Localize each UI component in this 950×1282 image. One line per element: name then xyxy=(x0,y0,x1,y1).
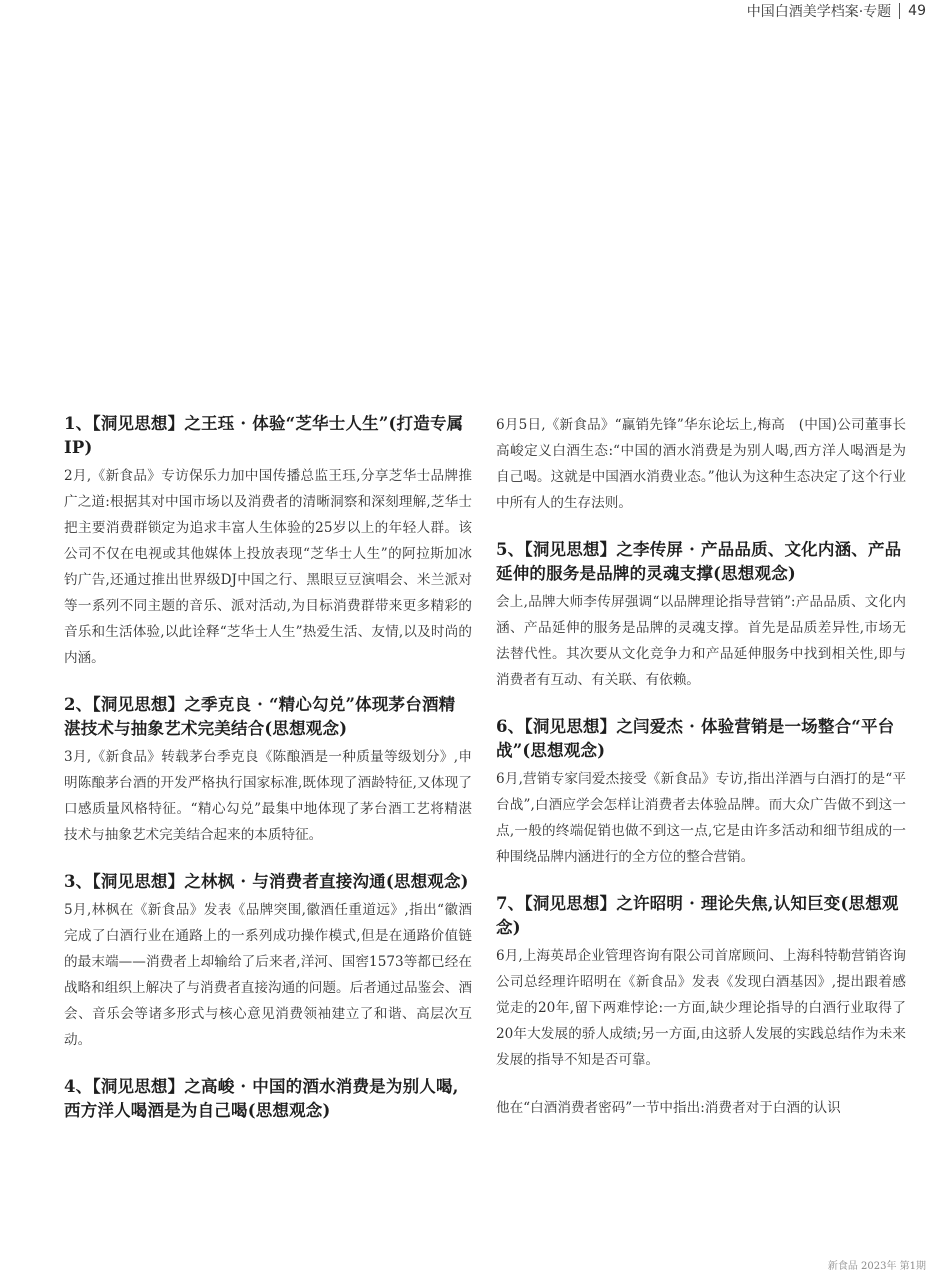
section-body: 6月,营销专家闫爱杰接受《新食品》专访,指出洋酒与白酒打的是“平台战”,白酒应学会怎样让消费者去体验品牌。而大众广告做不到这一点,一般的终端促销也做不到这一点,它是由许多活动和细节组成的一种围绕品牌内涵进行的全方位的整合营销。 xyxy=(496,771,906,865)
article-section xyxy=(496,412,906,516)
right-column xyxy=(496,412,906,1143)
section-heading: 6、【洞见思想】之闫爱杰 · 体验营销是一场整合“平台战”(思想观念) xyxy=(496,717,895,760)
header-title: 中国白酒美学档案·专题 xyxy=(746,4,892,20)
section-body: 他在“白酒消费者密码”一节中指出:消费者对于白酒的认识 xyxy=(496,1100,841,1116)
section-body: 3月,《新食品》转载茅台季克良《陈酿酒是一种质量等级划分》,申明陈酿茅台酒的开发严格执行国家标准,既体现了酒龄特征,又体现了口感质量风格特征。“精心勾兑”最集中地体现了茅台酒工艺将精湛技术与抽象艺术完美结合起来的本质特征。 xyxy=(64,749,472,843)
page-header xyxy=(747,0,926,22)
article-section xyxy=(496,1095,906,1121)
section-body: 2月,《新食品》专访保乐力加中国传播总监王珏,分享芝华士品牌推广之道:根据其对中国市场以及消费者的清晰洞察和深刻理解,芝华士把主要消费群锁定为追求丰富人生体验的25岁以上的年轻人群。该公司不仅在电视或其他媒体上投放表现“芝华士人生”的阿拉斯加冰钓广告,还通过推出世界级DJ中国之行、黑眼豆豆演唱会、米兰派对等一系列不同主题的音乐、派对活动,为目标消费群带来更多精彩的音乐和生活体验,以此诠释“芝华士人生”热爱生活、友情,以及时尚的内涵。 xyxy=(64,468,472,666)
page-footer: 新食品 2023年 第1期 xyxy=(827,1261,926,1272)
header-divider xyxy=(899,3,900,19)
article-section xyxy=(496,715,906,870)
section-body: 5月,林枫在《新食品》发表《品牌突围,徽酒任重道远》,指出“徽酒完成了白酒行业在通路上的一系列成功操作模式,但是在通路价值链的最末端——消费者上却输给了后来者,洋河、国窖1573等都已经在战略和组织上解决了与消费者直接沟通的问题。后者通过品鉴会、酒会、音乐会等诸多形式与核心意见消费领袖建立了和谐、高层次互动。 xyxy=(64,902,472,1048)
article-section xyxy=(496,892,906,1073)
article-section xyxy=(64,693,472,848)
page-number: 49 xyxy=(908,3,926,19)
article-section xyxy=(64,1075,472,1123)
section-body: 会上,品牌大师李传屏强调“以品牌理论指导营销”:产品品质、文化内涵、产品延伸的服务是品牌的灵魂支撑。首先是品质差异性,市场无法替代性。其次要从文化竞争力和产品延伸服务中找到相关性,即与消费者有互动、有关联、有依赖。 xyxy=(496,594,906,688)
section-heading: 3、【洞见思想】之林枫 · 与消费者直接沟通(思想观念) xyxy=(64,872,469,891)
section-heading: 7、【洞见思想】之许昭明 · 理论失焦,认知巨变(思想观念) xyxy=(496,894,899,937)
section-heading: 4、【洞见思想】之高峻 · 中国的酒水消费是为别人喝,西方洋人喝酒是为自己喝(思想观念) xyxy=(64,1077,459,1120)
article-section xyxy=(64,412,472,671)
article-section xyxy=(496,538,906,693)
section-heading: 2、【洞见思想】之季克良 · “精心勾兑”体现茅台酒精湛技术与抽象艺术完美结合(思想观念) xyxy=(64,695,456,738)
section-body: 6月5日,《新食品》“赢销先锋”华东论坛上,梅高 (中国)公司董事长高峻定义白酒生态:“中国的酒水消费是为别人喝,西方洋人喝酒是为自己喝。这就是中国酒水消费业态。”他认为这种生态决定了这个行业中所有人的生存法则。 xyxy=(496,417,906,511)
article-section xyxy=(64,870,472,1053)
section-heading: 1、【洞见思想】之王珏 · 体验“芝华士人生”(打造专属IP) xyxy=(64,414,464,457)
left-column xyxy=(64,412,472,1145)
section-body: 6月,上海英昂企业管理咨询有限公司首席顾问、上海科特勒营销咨询公司总经理许昭明在《新食品》发表《发现白酒基因》,提出跟着感觉走的20年,留下两难悖论:一方面,缺少理论指导的白酒行业取得了20年大发展的骄人成绩;另一方面,由这骄人发展的实践总结作为未来发展的指导不知是否可靠。 xyxy=(496,948,906,1068)
section-heading: 5、【洞见思想】之李传屏 · 产品品质、文化内涵、产品延伸的服务是品牌的灵魂支撑(思想观念) xyxy=(496,540,902,583)
